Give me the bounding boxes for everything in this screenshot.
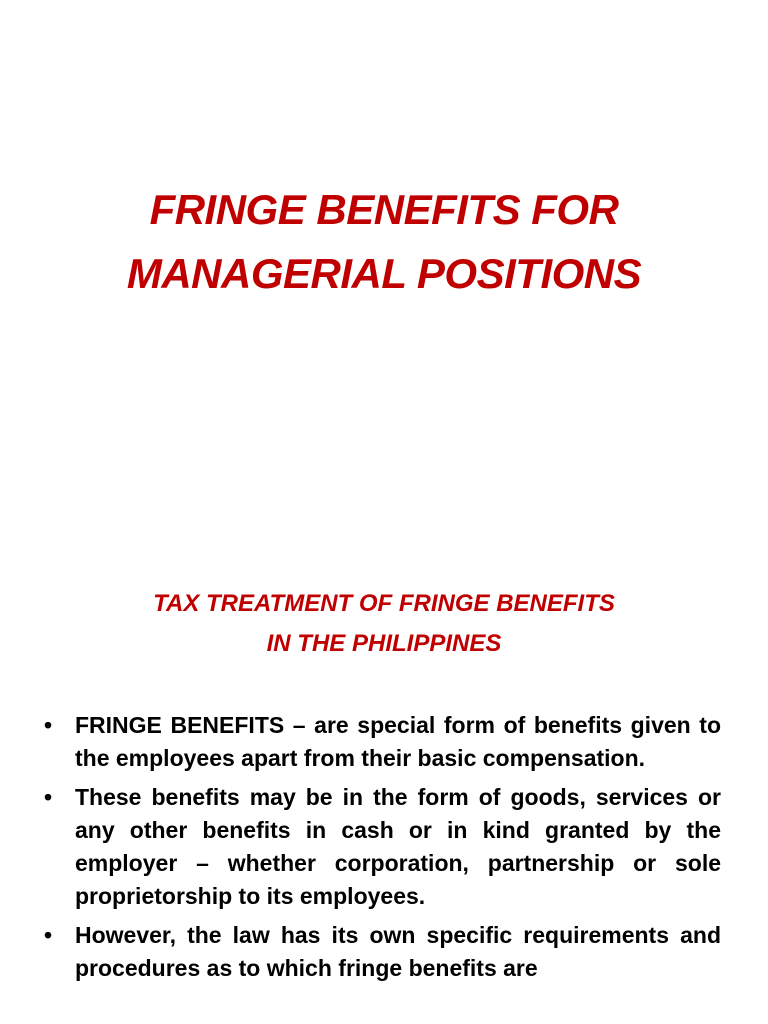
bullet-icon: • xyxy=(44,784,53,810)
slide-title-line-1: FRINGE BENEFITS FOR xyxy=(149,186,619,233)
bullet-item-definition xyxy=(44,709,721,775)
bullet-text: However, the law has its own specific requirements and procedures as to which fringe benefits are xyxy=(75,922,721,981)
bullet-item-law xyxy=(44,919,721,985)
bullet-icon: • xyxy=(44,712,53,738)
section-heading-line-1: TAX TREATMENT OF FRINGE BENEFITS xyxy=(153,590,615,617)
bullet-item-forms xyxy=(44,781,721,913)
bullet-list xyxy=(44,709,721,991)
bullet-icon: • xyxy=(44,922,53,948)
slide-title xyxy=(20,178,748,306)
bullet-text: FRINGE BENEFITS – are special form of benefits given to the employees apart from their basic compensation. xyxy=(75,712,721,771)
section-heading-line-2: IN THE PHILIPPINES xyxy=(266,630,502,657)
slide-title-line-2: MANAGERIAL POSITIONS xyxy=(126,250,642,297)
content-slide xyxy=(0,520,768,1024)
bullet-text: These benefits may be in the form of goods, services or any other benefits in cash or in kind granted by the employer – whether corporation, partnership or sole proprietorship to its employees. xyxy=(75,784,721,909)
section-heading xyxy=(20,584,748,664)
